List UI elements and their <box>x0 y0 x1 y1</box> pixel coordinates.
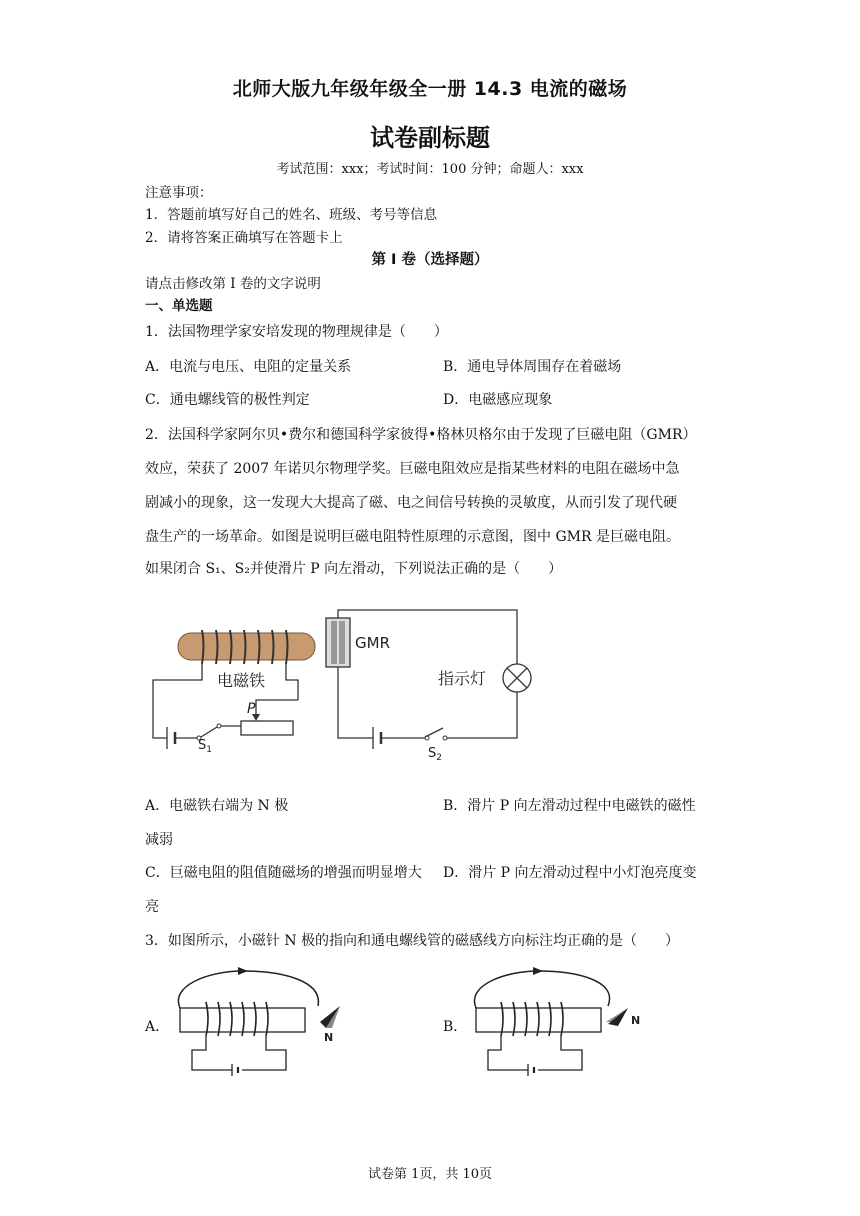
q1-option-a: A．电流与电压、电阻的定量关系 <box>145 359 352 375</box>
q2-option-d: D．滑片 P 向左滑动过程中小灯泡亮度变 <box>443 865 697 881</box>
section-heading: 一、单选题 <box>145 298 213 314</box>
q1-option-b: B．通电导体周围存在着磁场 <box>443 359 622 375</box>
question-2-line: 效应，荣获了 2007 年诺贝尔物理学奖。巨磁电阻效应是指某些材料的电阻在磁场中急 <box>145 461 680 477</box>
q2-option-d-cont: 亮 <box>145 899 159 915</box>
gmr-label: GMR <box>355 634 390 652</box>
notes-heading: 注意事项： <box>145 185 213 201</box>
gmr-circuit-figure <box>145 600 545 775</box>
s2-label: $S_2$ <box>428 746 442 763</box>
needle-n-label: N <box>631 1014 641 1027</box>
q2-option-c: C．巨磁电阻的阻值随磁场的增强而明显增大 <box>145 865 422 881</box>
slider-label: P <box>247 701 256 717</box>
q3-option-a-figure <box>168 966 358 1076</box>
q2-option-a: A．电磁铁右端为 N 极 <box>145 798 289 814</box>
solenoid-core <box>180 1008 305 1032</box>
note-item: 2．请将答案正确填写在答题卡上 <box>145 230 343 246</box>
question-2-line: 如果闭合 S₁、S₂并使滑片 P 向左滑动，下列说法正确的是（ ） <box>145 561 563 577</box>
page-footer: 试卷第 1页，共 10页 <box>367 1167 493 1182</box>
question-1-stem: 1．法国物理学家安培发现的物理规律是（ ） <box>145 324 448 340</box>
field-line <box>474 971 609 1008</box>
q3-option-a-label: A． <box>145 1019 170 1035</box>
part-instruction: 请点击修改第 I 卷的文字说明 <box>145 276 321 292</box>
q2-option-b-cont: 减弱 <box>145 832 173 848</box>
indicator-lamp-label: 指示灯 <box>438 669 487 688</box>
question-3-stem: 3．如图所示，小磁针 N 极的指向和通电螺线管的磁感线方向标注均正确的是（ ） <box>145 933 680 949</box>
needle-n-label: N <box>324 1031 334 1044</box>
s1-label: $S_1$ <box>198 738 212 755</box>
rheostat <box>241 721 293 735</box>
field-arrow <box>533 967 543 975</box>
q3-option-b-label: B． <box>443 1019 468 1035</box>
note-item: 1．答题前填写好自己的姓名、班级、考号等信息 <box>145 207 438 223</box>
question-2-line: 2．法国科学家阿尔贝•费尔和德国科学家彼得•格林贝格尔由于发现了巨磁电阻（GMR） <box>145 427 697 443</box>
q1-option-d: D．电磁感应现象 <box>443 392 553 408</box>
question-2-line: 盘生产的一场革命。如图是说明巨磁电阻特性原理的示意图，图中 GMR 是巨磁电阻。 <box>145 529 680 545</box>
document-subtitle: 试卷副标题 <box>370 124 490 152</box>
field-arrow <box>238 967 248 975</box>
q1-option-c: C．通电螺线管的极性判定 <box>145 392 310 408</box>
field-line <box>178 971 318 1008</box>
q2-option-b: B．滑片 P 向左滑动过程中电磁铁的磁性 <box>443 798 696 814</box>
question-2-line: 剧减小的现象，这一发现大大提高了磁、电之间信号转换的灵敏度，从而引发了现代硬 <box>145 495 677 511</box>
electromagnet-label: 电磁铁 <box>217 671 266 690</box>
exam-meta: 考试范围：xxx；考试时间：100 分钟；命题人：xxx <box>276 162 584 177</box>
part-title: 第 I 卷（选择题） <box>371 252 489 268</box>
q3-option-b-figure <box>468 966 658 1076</box>
document-title: 北师大版九年级年级全一册 14.3 电流的磁场 <box>232 78 628 100</box>
